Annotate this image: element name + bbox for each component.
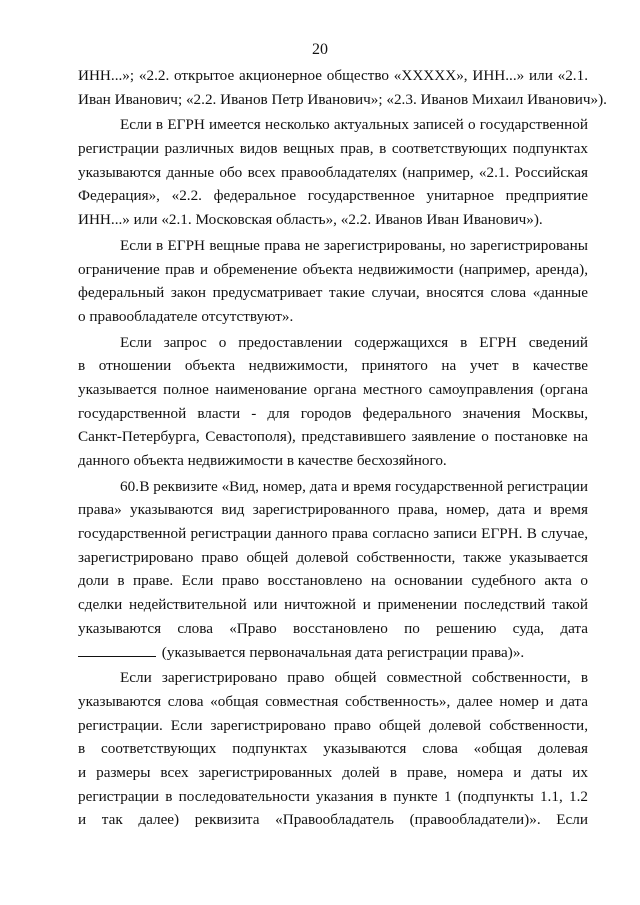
- text-line: ИНН...» или «2.1. Московская область», «2.2. Иванов Иван Иванович»).: [78, 211, 543, 229]
- text-line: регистрации различных видов вещных прав, в соответствующих подпунктах: [78, 140, 588, 158]
- text-line: Санкт-Петербурга, Севастополя), представившего заявление о постановке на: [78, 428, 588, 446]
- text-line: в соответствующих подпунктах указываются слова «общая долевая: [78, 740, 588, 758]
- text-line: в отношении объекта недвижимости, принятого на учет в качестве: [78, 357, 588, 375]
- text-line: государственной регистрации данного права согласно записи ЕГРН. В случае,: [78, 525, 588, 543]
- text-line: Если в ЕГРН вещные права не зарегистрированы, но зарегистрированы: [120, 236, 588, 254]
- paragraph-number: 60.: [120, 477, 139, 495]
- text-line: В реквизите «Вид, номер, дата и время государственной регистрации: [139, 477, 588, 495]
- text-line: Если запрос о предоставлении содержащихся в ЕГРН сведений: [120, 333, 588, 351]
- text-line: права» указываются вид зарегистрированного права, номер, дата и время: [78, 501, 588, 519]
- text-line: государственной власти - для городов федерального значения Москвы,: [78, 404, 588, 422]
- text-line: Иван Иванович; «2.2. Иванов Петр Иванович»; «2.3. Иванов Михаил Иванович»).: [78, 90, 607, 108]
- document-body: [78, 64, 607, 832]
- text-line: (указывается первоначальная дата регистрации права)».: [161, 643, 525, 661]
- text-line: зарегистрировано право общей долевой собственности, также указывается: [78, 548, 588, 566]
- text-line: и так далее) реквизита «Правообладатель (правообладатели)». Если: [78, 811, 588, 829]
- text-line: указывается полное наименование органа местного самоуправления (органа: [78, 380, 588, 398]
- text-line: указываются слова «Право восстановлено по решению суда, дата: [78, 619, 588, 637]
- text-line: данного объекта недвижимости в качестве бесхозяйного.: [78, 452, 447, 469]
- text-line: сделки недействительной или ничтожной и применении последствий такой: [78, 596, 588, 614]
- text-line: доли в праве. Если право восстановлено на основании судебного акта о: [78, 572, 588, 590]
- text-line: Если зарегистрировано право общей совместной собственности, в: [120, 669, 588, 687]
- fill-in-blank: [78, 641, 156, 657]
- text-line: ИНН...»; «2.2. открытое акционерное общество «ХХХХХ», ИНН...» или «2.1.: [78, 67, 588, 84]
- page-number: 20: [312, 41, 328, 58]
- text-line: указываются данные обо всех правообладателях (например, «2.1. Российская: [78, 163, 588, 181]
- text-line: ограничение прав и обременение объекта недвижимости (например, аренда),: [78, 260, 588, 278]
- text-line: указываются слова «общая совместная собственность», далее номер и дата: [78, 692, 588, 710]
- text-line: Если в ЕГРН имеется несколько актуальных записей о государственной: [120, 116, 588, 134]
- text-line: и размеры всех зарегистрированных долей в праве, номера и даты их: [78, 763, 588, 781]
- text-line: федеральный закон предусматривает такие случаи, вносятся слова «данные: [78, 284, 588, 302]
- text-line: регистрации. Если зарегистрировано право общей долевой собственности,: [78, 716, 588, 734]
- text-line: о правообладателе отсутствуют».: [78, 307, 294, 325]
- blank-line: [78, 641, 588, 665]
- text-line: Федерация», «2.2. федеральное государственное унитарное предприятие: [78, 187, 588, 205]
- text-line: регистрации в последовательности указания в пункте 1 (подпункты 1.1, 1.2: [78, 787, 588, 805]
- numbered-paragraph-start: [78, 475, 588, 499]
